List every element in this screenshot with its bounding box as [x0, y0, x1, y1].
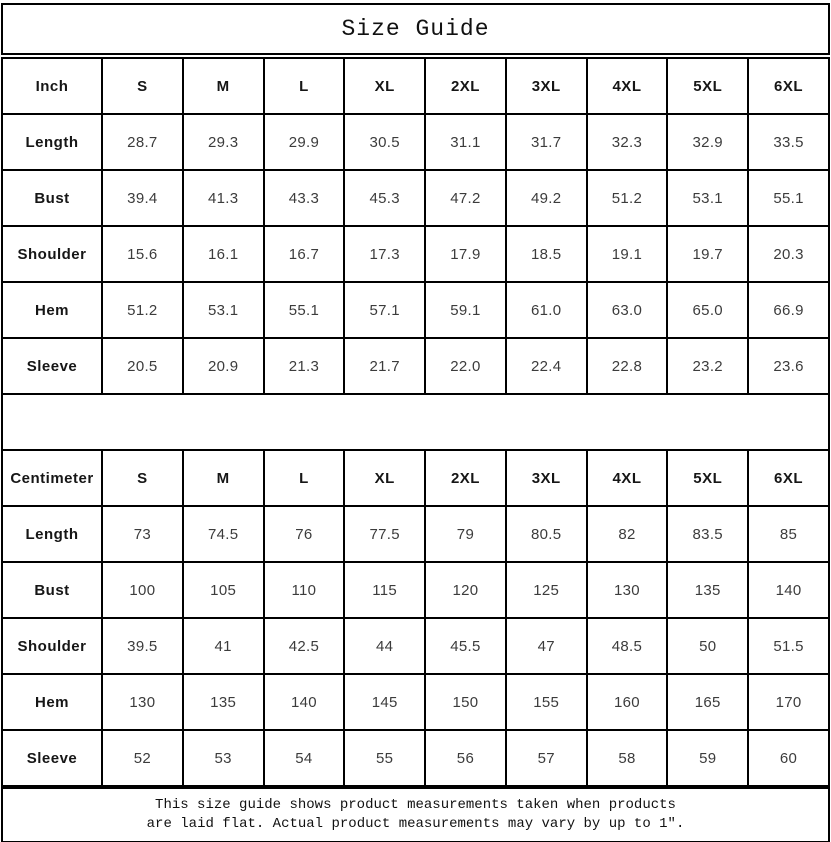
size-column-header: 6XL [748, 450, 829, 506]
measurement-value-cell: 32.9 [667, 114, 748, 170]
measurement-value-cell: 17.3 [344, 226, 425, 282]
measurement-value-cell: 170 [748, 674, 829, 730]
measurement-value-cell: 135 [183, 674, 264, 730]
measurement-value-cell: 55.1 [264, 282, 345, 338]
size-column-header: 5XL [667, 450, 748, 506]
size-column-header: 4XL [587, 450, 668, 506]
measurement-value-cell: 79 [425, 506, 506, 562]
measurement-row [2, 618, 829, 674]
measurement-row [2, 338, 829, 394]
measurement-value-cell: 52 [102, 730, 183, 786]
measurement-value-cell: 130 [587, 562, 668, 618]
measurement-value-cell: 22.8 [587, 338, 668, 394]
measurement-value-cell: 73 [102, 506, 183, 562]
measurement-value-cell: 65.0 [667, 282, 748, 338]
size-column-header: L [264, 58, 345, 114]
measurement-value-cell: 28.7 [102, 114, 183, 170]
measurement-value-cell: 47 [506, 618, 587, 674]
measurement-value-cell: 23.2 [667, 338, 748, 394]
measurement-value-cell: 51.5 [748, 618, 829, 674]
measurement-value-cell: 77.5 [344, 506, 425, 562]
footer-note-line-2: are laid flat. Actual product measurements may vary by up to 1″. [146, 816, 685, 832]
measurement-value-cell: 29.3 [183, 114, 264, 170]
measurement-value-cell: 59.1 [425, 282, 506, 338]
measurement-value-cell: 54 [264, 730, 345, 786]
measurement-value-cell: 85 [748, 506, 829, 562]
measurement-label-cell: Shoulder [2, 226, 102, 282]
measurement-value-cell: 165 [667, 674, 748, 730]
size-column-header: M [183, 58, 264, 114]
measurement-label-cell: Length [2, 506, 102, 562]
table-gap-spacer [1, 395, 830, 449]
measurement-value-cell: 39.5 [102, 618, 183, 674]
measurement-value-cell: 16.1 [183, 226, 264, 282]
measurement-value-cell: 49.2 [506, 170, 587, 226]
measurement-value-cell: 60 [748, 730, 829, 786]
measurement-value-cell: 74.5 [183, 506, 264, 562]
measurement-value-cell: 22.4 [506, 338, 587, 394]
measurement-value-cell: 48.5 [587, 618, 668, 674]
measurement-value-cell: 41 [183, 618, 264, 674]
size-column-header: 3XL [506, 450, 587, 506]
measurement-value-cell: 115 [344, 562, 425, 618]
measurement-value-cell: 29.9 [264, 114, 345, 170]
measurement-value-cell: 45.3 [344, 170, 425, 226]
size-column-header: 5XL [667, 58, 748, 114]
measurement-value-cell: 105 [183, 562, 264, 618]
measurement-value-cell: 42.5 [264, 618, 345, 674]
measurement-label-cell: Length [2, 114, 102, 170]
footer-note [1, 787, 830, 842]
measurement-value-cell: 66.9 [748, 282, 829, 338]
measurement-value-cell: 155 [506, 674, 587, 730]
measurement-label-cell: Hem [2, 674, 102, 730]
size-column-header: 4XL [587, 58, 668, 114]
measurement-value-cell: 21.3 [264, 338, 345, 394]
measurement-row [2, 506, 829, 562]
measurement-label-cell: Shoulder [2, 618, 102, 674]
measurement-value-cell: 31.1 [425, 114, 506, 170]
measurement-value-cell: 53.1 [667, 170, 748, 226]
size-column-header: S [102, 450, 183, 506]
measurement-value-cell: 23.6 [748, 338, 829, 394]
measurement-value-cell: 57.1 [344, 282, 425, 338]
size-column-header: L [264, 450, 345, 506]
measurement-value-cell: 20.9 [183, 338, 264, 394]
measurement-value-cell: 53 [183, 730, 264, 786]
size-column-header: 6XL [748, 58, 829, 114]
size-column-header: XL [344, 450, 425, 506]
measurement-value-cell: 150 [425, 674, 506, 730]
measurement-value-cell: 51.2 [102, 282, 183, 338]
measurement-value-cell: 50 [667, 618, 748, 674]
measurement-value-cell: 76 [264, 506, 345, 562]
measurement-value-cell: 19.1 [587, 226, 668, 282]
measurement-row [2, 114, 829, 170]
measurement-value-cell: 18.5 [506, 226, 587, 282]
measurement-value-cell: 41.3 [183, 170, 264, 226]
measurement-row [2, 730, 829, 786]
measurement-value-cell: 17.9 [425, 226, 506, 282]
measurement-value-cell: 20.3 [748, 226, 829, 282]
measurement-value-cell: 20.5 [102, 338, 183, 394]
unit-label-cell: Inch [2, 58, 102, 114]
measurement-value-cell: 51.2 [587, 170, 668, 226]
size-column-header: XL [344, 58, 425, 114]
centimeter-size-table [1, 449, 830, 787]
measurement-value-cell: 47.2 [425, 170, 506, 226]
measurement-value-cell: 58 [587, 730, 668, 786]
measurement-value-cell: 33.5 [748, 114, 829, 170]
measurement-label-cell: Bust [2, 562, 102, 618]
inch-size-table [1, 57, 830, 395]
size-column-header: S [102, 58, 183, 114]
unit-label-cell: Centimeter [2, 450, 102, 506]
measurement-value-cell: 39.4 [102, 170, 183, 226]
measurement-label-cell: Sleeve [2, 730, 102, 786]
measurement-value-cell: 16.7 [264, 226, 345, 282]
measurement-value-cell: 120 [425, 562, 506, 618]
measurement-value-cell: 32.3 [587, 114, 668, 170]
measurement-value-cell: 135 [667, 562, 748, 618]
title-box [1, 3, 830, 55]
measurement-row [2, 226, 829, 282]
measurement-value-cell: 53.1 [183, 282, 264, 338]
measurement-label-cell: Bust [2, 170, 102, 226]
measurement-value-cell: 44 [344, 618, 425, 674]
measurement-value-cell: 15.6 [102, 226, 183, 282]
measurement-value-cell: 43.3 [264, 170, 345, 226]
measurement-value-cell: 125 [506, 562, 587, 618]
measurement-value-cell: 19.7 [667, 226, 748, 282]
size-column-header: 3XL [506, 58, 587, 114]
measurement-value-cell: 55 [344, 730, 425, 786]
measurement-value-cell: 45.5 [425, 618, 506, 674]
measurement-value-cell: 22.0 [425, 338, 506, 394]
size-column-header: M [183, 450, 264, 506]
footer-note-line-1: This size guide shows product measurements taken when products [155, 797, 676, 813]
size-column-header: 2XL [425, 450, 506, 506]
measurement-value-cell: 82 [587, 506, 668, 562]
measurement-value-cell: 56 [425, 730, 506, 786]
measurement-value-cell: 61.0 [506, 282, 587, 338]
measurement-row [2, 562, 829, 618]
measurement-value-cell: 55.1 [748, 170, 829, 226]
measurement-row [2, 282, 829, 338]
measurement-value-cell: 83.5 [667, 506, 748, 562]
measurement-value-cell: 130 [102, 674, 183, 730]
measurement-value-cell: 63.0 [587, 282, 668, 338]
measurement-value-cell: 31.7 [506, 114, 587, 170]
measurement-value-cell: 59 [667, 730, 748, 786]
measurement-value-cell: 21.7 [344, 338, 425, 394]
measurement-label-cell: Hem [2, 282, 102, 338]
measurement-value-cell: 57 [506, 730, 587, 786]
page-title: Size Guide [341, 16, 490, 42]
size-header-row [2, 58, 829, 114]
measurement-row [2, 674, 829, 730]
size-column-header: 2XL [425, 58, 506, 114]
measurement-label-cell: Sleeve [2, 338, 102, 394]
measurement-value-cell: 145 [344, 674, 425, 730]
measurement-row [2, 170, 829, 226]
measurement-value-cell: 140 [748, 562, 829, 618]
measurement-value-cell: 30.5 [344, 114, 425, 170]
size-header-row [2, 450, 829, 506]
measurement-value-cell: 160 [587, 674, 668, 730]
measurement-value-cell: 110 [264, 562, 345, 618]
measurement-value-cell: 80.5 [506, 506, 587, 562]
measurement-value-cell: 100 [102, 562, 183, 618]
measurement-value-cell: 140 [264, 674, 345, 730]
